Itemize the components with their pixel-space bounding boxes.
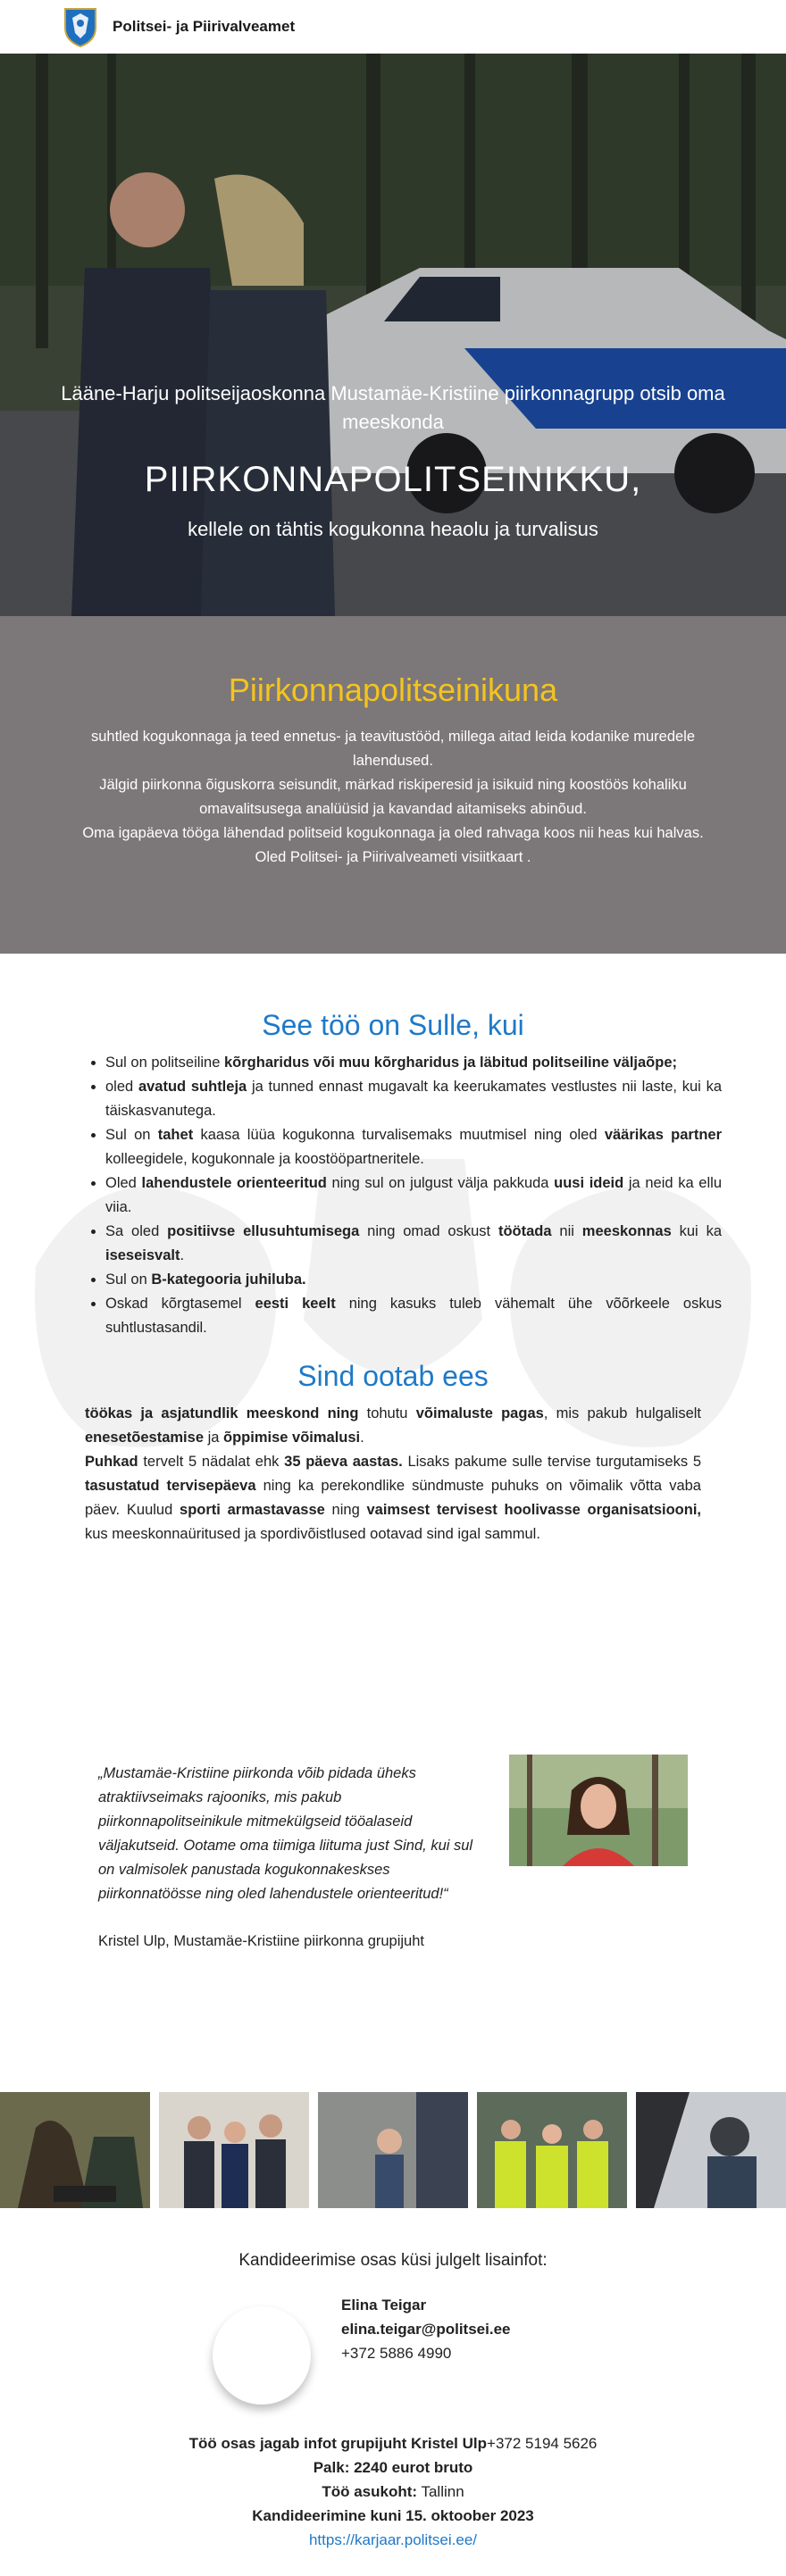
contact-section — [0, 2208, 786, 2576]
salary: Palk: 2240 eurot bruto — [313, 2459, 473, 2476]
offer-paragraph-text: 35 päeva aastas. — [284, 1454, 403, 1470]
photo-helicopter-pilot — [636, 2092, 786, 2208]
avatar — [213, 2306, 311, 2405]
offer-paragraph — [85, 1450, 701, 1546]
photo-officers-hi-vis — [477, 2092, 627, 2208]
offer-paragraph-text: vaimsest tervisest hoolivasse organisatsiooni, — [366, 1502, 701, 1518]
requirement-item-text: Sul on politseiline — [105, 1055, 224, 1071]
contact-title: Kandideerimise osas küsi julgelt lisainfot: — [238, 2251, 548, 2270]
offer-paragraph-text: õppimise võimalusi — [223, 1430, 361, 1446]
requirements-list — [105, 1051, 722, 1340]
testimonial-author: Kristel Ulp, Mustamäe-Kristiine piirkonna grupijuht — [98, 1933, 424, 1949]
requirement-item-text: nii — [551, 1223, 582, 1239]
offer-paragraph-text: tohutu — [358, 1405, 416, 1421]
role-intro-line: suhtled kogukonnaga ja teed ennetus- ja teavitustööd, millega aitad leida kodanike muredele lahendused. — [90, 729, 696, 769]
contact-phone[interactable]: +372 5886 4990 — [341, 2345, 452, 2362]
offer-paragraph-text: töökas ja asjatundlik meeskond ning — [85, 1405, 359, 1421]
offer-title: Sind ootab ees — [297, 1360, 489, 1392]
hero-title: PIIRKONNAPOLITSEINIKKU, — [144, 460, 642, 499]
requirement-item-text: kaasa lüüa kogukonna turvalisemaks muutmisel ning oled — [193, 1127, 605, 1143]
requirement-item-text: avatud suhtleja — [138, 1079, 247, 1095]
offer-paragraph-text: ning — [324, 1502, 367, 1518]
contact-details — [341, 2293, 510, 2365]
requirement-item-text: Oskad kõrgtasemel — [105, 1296, 255, 1312]
requirement-item-text: uusi ideid — [554, 1175, 624, 1191]
requirement-item-text: iseseisvalt — [105, 1247, 180, 1263]
requirement-item-text: kolleegidele, kogukonnale ja koostööpartneritele. — [105, 1151, 424, 1167]
requirement-item-text: ja tunned ennast mugavalt ka keerukamates vestlustes nii laste, kui ka täiskasvanutega. — [105, 1079, 722, 1119]
role-intro-section — [0, 616, 786, 954]
requirement-item-text: ja neid ka ellu viia. — [105, 1175, 722, 1215]
requirement-item-text: kui ka — [671, 1223, 723, 1239]
requirement-item-text: kõrgharidus või muu kõrgharidus ja läbitud politseiline väljaõpe; — [224, 1055, 678, 1071]
hero-subtitle: Lääne-Harju politseijaoskonna Mustamäe-Kristiine piirkonnagrupp otsib oma meeskonda — [61, 382, 725, 433]
requirement-item — [105, 1268, 722, 1292]
requirement-item-text: ning sul on julgust välja pakkuda — [326, 1175, 555, 1191]
role-intro-title: Piirkonnapolitseinikuna — [228, 671, 558, 708]
requirement-item — [105, 1123, 722, 1171]
offer-paragraph-text: Puhkad — [85, 1454, 138, 1470]
requirement-item-text: Sul on — [105, 1127, 158, 1143]
requirement-item-text: oled — [105, 1079, 138, 1095]
photo-officers-group — [159, 2092, 309, 2208]
requirement-item-text: Sul on — [105, 1271, 152, 1288]
location-label: Töö asukoht: — [322, 2483, 418, 2500]
contact-email[interactable]: elina.teigar@politsei.ee — [341, 2321, 511, 2338]
requirement-item-text: eesti keelt — [255, 1296, 336, 1312]
offer-paragraph-text: võimaluste pagas — [415, 1405, 544, 1421]
requirements-title: See töö on Sulle, kui — [262, 1009, 524, 1041]
testimonial-portrait — [509, 1755, 688, 1866]
requirement-item — [105, 1075, 722, 1123]
requirement-item — [105, 1171, 722, 1220]
offer-paragraph — [85, 1402, 701, 1450]
police-shield-logo-icon[interactable] — [63, 6, 98, 47]
role-intro-text — [80, 725, 706, 870]
role-intro-line: Jälgid piirkonna õiguskorra seisundit, märkad riskiperesid ja isikuid ning koostöös kohaliku omavalitsusega analüüsid ja kavandad aitamiseks abinõud. — [99, 777, 687, 817]
requirement-item — [105, 1292, 722, 1340]
requirement-item-text: ning omad oskust — [359, 1223, 498, 1239]
offer-paragraph-text: sporti armastavasse — [180, 1502, 325, 1518]
top-bar — [0, 0, 786, 54]
requirement-item-text: Sa oled — [105, 1223, 168, 1239]
offer-paragraph-text: enesetõestamise — [85, 1430, 204, 1446]
career-link[interactable]: https://karjaar.politsei.ee/ — [308, 2531, 478, 2548]
requirement-item-text: Oled — [105, 1175, 142, 1191]
photo-child-with-officer — [318, 2092, 468, 2208]
info-phone[interactable]: +372 5194 5626 — [487, 2435, 598, 2452]
contact-person — [0, 2288, 786, 2396]
contact-name: Elina Teigar — [341, 2297, 427, 2313]
location-line — [0, 2480, 786, 2504]
requirement-item-text: . — [180, 1247, 185, 1263]
photo-dog-handler — [0, 2092, 150, 2208]
requirement-item-text: väärikas partner — [604, 1127, 723, 1143]
requirement-item-text: positiivse ellusuhtumisega — [167, 1223, 360, 1239]
requirement-item-text: töötada — [498, 1223, 552, 1239]
role-intro-line: Oma igapäeva tööga lähendad politseid kogukonnaga ja oled rahvaga koos nii heas kui halvas. — [82, 825, 704, 841]
offer-paragraph-text: ning ka perekondlike sündmuste puhuks on võimalik võtta vaba päev. Kuulud — [85, 1478, 701, 1518]
offer-paragraph-text: Lisaks pakume sulle tervise turgutamiseks 5 — [402, 1454, 702, 1470]
requirement-item-text: B-kategooria juhiluba. — [151, 1271, 306, 1288]
offer-text — [85, 1402, 701, 1546]
testimonial-quote: „Mustamäe-Kristiine piirkonda võib pidada üheks atraktiivseimaks rajooniks, mis pakub piirkonnapolitseinikule mitmekülgseid tööalaseid väljakutseid. Ootame oma tiimiga liituma just Sind, kui sul on valmisolek panustada kogukonnakeskses piirkonnatöösse ning oled lahendustele orienteeritud!“ — [98, 1765, 473, 1902]
requirement-item-text: meeskonnas — [581, 1223, 672, 1239]
brand-name[interactable]: Politsei- ja Piirivalveamet — [113, 18, 296, 35]
deadline: Kandideerimine kuni 15. oktoober 2023 — [252, 2507, 534, 2524]
offer-paragraph-text: , mis pakub hulgaliselt — [543, 1405, 701, 1421]
hero-tagline: kellele on tähtis kogukonna heaolu ja turvalisus — [188, 518, 598, 540]
offer-paragraph-text: . — [360, 1430, 364, 1446]
job-facts — [0, 2431, 786, 2552]
offer-paragraph-text: kus meeskonnaüritused ja spordivõistlused ootavad sind igal sammul. — [85, 1526, 540, 1542]
offer-paragraph-text: ja — [204, 1430, 224, 1446]
info-line — [0, 2431, 786, 2455]
requirement-item-text: tahet — [157, 1127, 194, 1143]
requirement-item-text: lahendustele orienteeritud — [141, 1175, 327, 1191]
requirement-item — [105, 1220, 722, 1268]
testimonial — [98, 1762, 688, 1950]
info-label: Töö osas jagab infot grupijuht Kristel Ulp — [188, 2435, 488, 2452]
role-intro-line: Oled Politsei- ja Piirivalveameti visiitkaart . — [255, 849, 531, 865]
main-content — [0, 954, 786, 2092]
offer-paragraph-text: tervelt 5 nädalat ehk — [138, 1454, 285, 1470]
location-value: Tallinn — [421, 2483, 464, 2500]
hero-banner — [0, 54, 786, 616]
requirement-item — [105, 1051, 722, 1075]
photo-strip — [0, 2092, 786, 2208]
offer-paragraph-text: tasustatud tervisepäeva — [85, 1478, 256, 1494]
requirement-item-text: ning kasuks tuleb vähemalt ühe võõrkeele oskus suhtlustasandil. — [105, 1296, 722, 1336]
